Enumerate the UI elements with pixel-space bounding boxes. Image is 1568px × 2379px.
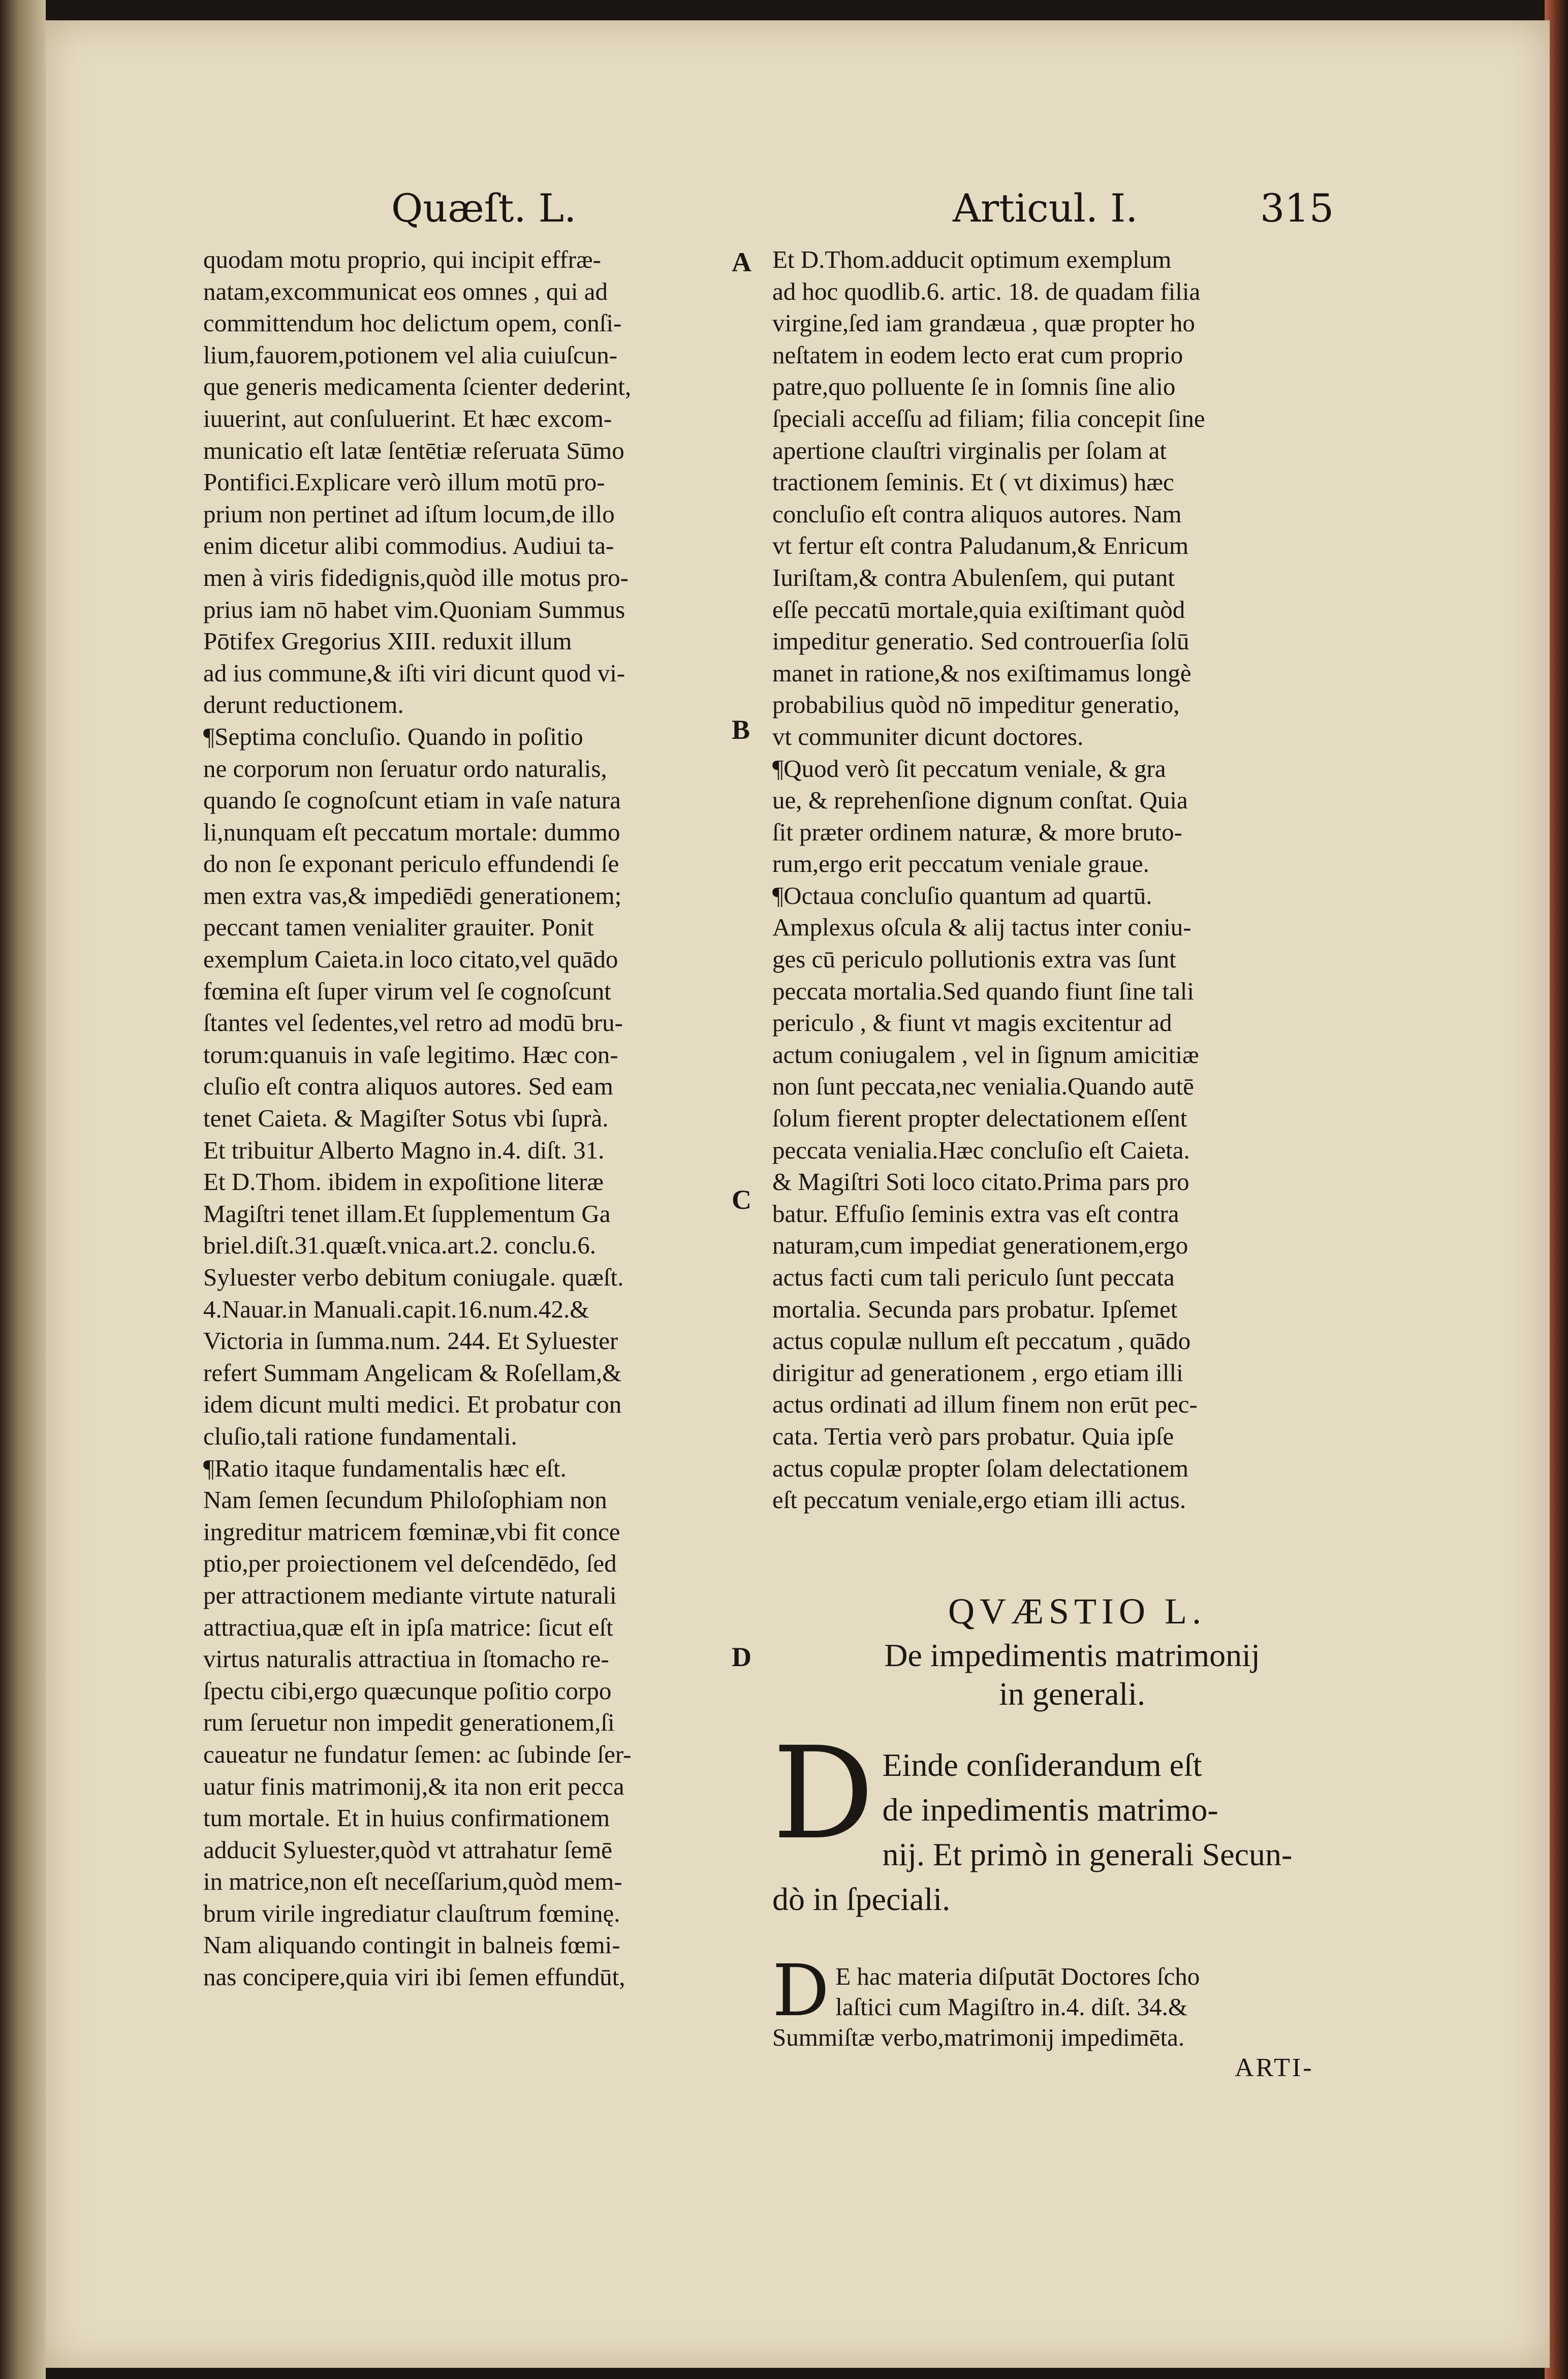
left-column-line: ptio,per proiectionem vel deſcendēdo, ſed — [203, 1549, 617, 1578]
right-column-line: concluſio eſt contra aliquos autores. Nam — [772, 499, 1182, 528]
question-subtitle-1: De impedimentis matrimonij — [884, 1637, 1260, 1673]
left-column-line: lium,fauorem,potionem vel alia cuiuſcun- — [203, 340, 618, 369]
right-column-line: cata. Tertia verò pars probatur. Quia ipſe — [772, 1422, 1174, 1450]
right-column-line: vt communiter dicunt doctores. — [772, 722, 1084, 750]
paragraph-line: Summiſtæ verbo,matrimonij impedimēta. — [772, 2023, 1185, 2051]
right-column-line: ſpeciali acceſſu ad filiam; filia concepit ſine — [772, 404, 1205, 432]
left-column-line: que generis medicamenta ſcienter dederint, — [203, 372, 632, 401]
header-question: Quæſt. L. — [391, 185, 577, 231]
right-column-line: actus ordinati ad illum finem non erūt pec- — [772, 1390, 1198, 1419]
right-column-line: Et D.Thom.adducit optimum exemplum — [772, 245, 1172, 273]
left-column-line: ingreditur matricem fœminæ,vbi fit conce — [203, 1517, 620, 1546]
left-column-line: do non ſe exponant periculo effundendi ſe — [203, 850, 619, 878]
left-column-line: Et D.Thom. ibidem in expoſitione literæ — [203, 1168, 604, 1196]
left-column-line: quando ſe cognoſcunt etiam in vaſe natura — [203, 786, 621, 815]
left-column-line: committendum hoc delictum opem, conſi- — [203, 309, 622, 337]
left-column-line: ſtantes vel ſedentes,vel retro ad modū bru- — [203, 1009, 623, 1037]
right-column-line: ue, & reprehenſione dignum conſtat. Quia — [772, 786, 1188, 815]
right-column-line: ¶Quod verò ſit peccatum veniale, & gra — [772, 754, 1166, 782]
right-column-line: tractionem ſeminis. Et ( vt diximus) hæc — [772, 468, 1174, 496]
left-column-line: idem dicunt multi medici. Et probatur con — [203, 1390, 622, 1419]
question-intro — [772, 1719, 1346, 1922]
right-column-line: Iuriſtam,& contra Abulenſem, qui putant — [772, 563, 1175, 591]
left-column-line: Victoria in ſumma.num. 244. Et Syluester — [203, 1327, 618, 1355]
left-column-line: nas concipere,quia viri ibi ſemen effundūt, — [203, 1963, 625, 1991]
question-paragraph — [772, 1950, 1346, 2053]
right-column-line: patre,quo polluente ſe in ſomnis ſine alio — [772, 372, 1176, 401]
margin-letter-c: C — [732, 1184, 751, 1215]
left-column-line: briel.diſt.31.quæſt.vnica.art.2. conclu.6. — [203, 1231, 596, 1260]
left-column-line: natam,excommunicat eos omnes , qui ad — [203, 277, 608, 305]
left-column-line: per attractionem mediante virtute naturali — [203, 1581, 617, 1609]
left-column-line: adducit Syluester,quòd vt attrahatur ſemē — [203, 1835, 612, 1864]
left-column — [203, 244, 762, 1993]
left-column-line: iuuerint, aut conſuluerint. Et hæc excom- — [203, 404, 612, 432]
right-column-line: periculo , & fiunt vt magis excitentur ad — [772, 1009, 1172, 1037]
left-column-line: Nam aliquando contingit in balneis fœmi- — [203, 1931, 620, 1959]
left-column-line: prium non pertinet ad iſtum locum,de illo — [203, 499, 615, 528]
left-column-line: torum:quanuis in vaſe legitimo. Hæc con- — [203, 1040, 618, 1069]
right-column-line: eſt peccatum veniale,ergo etiam illi actus. — [772, 1486, 1186, 1514]
left-column-line: li,nunquam eſt peccatum mortale: dummo — [203, 818, 620, 846]
intro-drop-cap: D — [772, 1719, 874, 1867]
left-column-line: brum virile ingrediatur clauſtrum fœminę. — [203, 1899, 620, 1927]
margin-letter-a: A — [732, 247, 751, 277]
left-column-line: uatur finis matrimonij,& ita non erit pecca — [203, 1772, 624, 1800]
left-column-line: men extra vas,& impediēdi generationem; — [203, 881, 622, 910]
right-column-line: peccata mortalia.Sed quando fiunt ſine tali — [772, 977, 1194, 1005]
intro-line: dò in ſpeciali. — [772, 1881, 951, 1917]
left-column-line: ¶Ratio itaque fundamentalis hæc eſt. — [203, 1454, 567, 1482]
right-column-line: virgine,ſed iam grandæua , quæ propter ho — [772, 309, 1195, 337]
right-column-line: Amplexus oſcula & alij tactus inter coniu- — [772, 913, 1191, 942]
left-column-line: tenet Caieta. & Magiſter Sotus vbi ſuprà. — [203, 1104, 609, 1133]
intro-line: Einde conſiderandum eſt — [882, 1747, 1202, 1783]
question-subtitle-2: in generali. — [999, 1676, 1145, 1712]
right-column-line: peccata venialia.Hæc concluſio eſt Caieta. — [772, 1136, 1190, 1164]
right-column-line: ſolum fierent propter delectationem eſſent — [772, 1104, 1187, 1133]
left-column-line: Syluester verbo debitum coniugale. quæſt. — [203, 1263, 624, 1291]
right-column-line: rum,ergo erit peccatum veniale graue. — [772, 850, 1149, 878]
paragraph-drop-cap: D — [772, 1950, 830, 2032]
left-column-line: caueatur ne fundatur ſemen: ac ſubinde ſer- — [203, 1740, 632, 1768]
right-column-line: ¶Octaua concluſio quantum ad quartū. — [772, 881, 1152, 910]
left-column-line: Pōtifex Gregorius XIII. reduxit illum — [203, 627, 572, 655]
right-column-line: apertione clauſtri virginalis per ſolam at — [772, 436, 1167, 464]
right-column-line: actum coniugalem , vel in ſignum amicitiæ — [772, 1040, 1199, 1069]
margin-letter-b: B — [732, 714, 750, 745]
page-number: 315 — [1260, 185, 1334, 231]
left-column-line: ad ius commune,& iſti viri dicunt quod vi- — [203, 659, 625, 687]
left-column-line: Magiſtri tenet illam.Et ſupplementum Ga — [203, 1199, 611, 1228]
right-column-line: vt fertur eſt contra Paludanum,& Enricum — [772, 531, 1189, 560]
running-header — [46, 185, 1550, 231]
left-column-line: peccant tamen venialiter grauiter. Ponit — [203, 913, 594, 942]
right-column-line: naturam,cum impediat generationem,ergo — [772, 1231, 1188, 1260]
right-column-line: dirigitur ad generationem , ergo etiam illi — [772, 1358, 1183, 1387]
paragraph-line: laſtici cum Magiſtro in.4. diſt. 34.& — [835, 1993, 1187, 2021]
right-column-line: mortalia. Secunda pars probatur. Ipſemet — [772, 1295, 1178, 1323]
left-column-line: ¶Septima concluſio. Quando in poſitio — [203, 722, 583, 750]
right-column-line: neſtatem in eodem lecto erat cum proprio — [772, 340, 1183, 369]
question-title: QVÆSTIO L. — [948, 1591, 1206, 1632]
left-column-line: quodam motu proprio, qui incipit effræ- — [203, 245, 601, 273]
left-column-line: 4.Nauar.in Manuali.capit.16.num.42.& — [203, 1295, 589, 1323]
left-column-line: refert Summam Angelicam & Roſellam,& — [203, 1358, 622, 1387]
left-column-line: men à viris fidedignis,quòd ille motus pro- — [203, 563, 629, 591]
margin-letter-d: D — [732, 1642, 751, 1672]
header-article: Articul. I. — [953, 185, 1138, 231]
right-column-line: ſit præter ordinem naturæ, & more bruto- — [772, 818, 1182, 846]
book-page — [46, 20, 1550, 2368]
right-column-line: ad hoc quodlib.6. artic. 18. de quadam filia — [772, 277, 1201, 305]
right-column-line: probabilius quòd nō impeditur generatio, — [772, 691, 1180, 719]
left-column-line: tum mortale. Et in huius confirmationem — [203, 1804, 610, 1832]
right-column-line: ges cū periculo pollutionis extra vas ſunt — [772, 945, 1176, 974]
left-column-line: Nam ſemen ſecundum Philoſophiam non — [203, 1486, 607, 1514]
left-column-line: ne corporum non ſeruatur ordo naturalis, — [203, 754, 607, 782]
right-column-line: actus facti cum tali periculo ſunt peccata — [772, 1263, 1175, 1291]
catchword: ARTI- — [1235, 2053, 1314, 2082]
right-column — [772, 244, 1346, 1516]
left-column-line: Pontifici.Explicare verò illum motū pro- — [203, 468, 605, 496]
intro-line: nij. Et primò in generali Secun- — [882, 1836, 1293, 1872]
left-column-line: ſpectu cibi,ergo quæcunque poſitio corpo — [203, 1676, 612, 1705]
left-column-line: attractiua,quæ eſt in ipſa matrice: ſicut eſt — [203, 1613, 613, 1641]
left-column-line: derunt reductionem. — [203, 691, 404, 719]
intro-line: de inpedimentis matrimo- — [882, 1792, 1218, 1828]
book-spine-shadow — [0, 0, 46, 2379]
right-column-line: eſſe peccatū mortale,quia exiſtimant quòd — [772, 595, 1185, 623]
right-column-line: actus copulæ propter ſolam delectationem — [772, 1454, 1189, 1482]
left-column-line: Et tribuitur Alberto Magno in.4. diſt. 31. — [203, 1136, 605, 1164]
right-column-line: actus copulæ nullum eſt peccatum , quādo — [772, 1327, 1191, 1355]
right-column-line: non ſunt peccata,nec venialia.Quando autē — [772, 1072, 1194, 1101]
left-column-line: cluſio,tali ratione fundamentali. — [203, 1422, 517, 1450]
left-column-line: rum ſeruetur non impedit generationem,ſi — [203, 1708, 615, 1737]
right-column-line: manet in ratione,& nos exiſtimamus longè — [772, 659, 1191, 687]
left-column-line: virtus naturalis attractiua in ſtomacho re- — [203, 1645, 609, 1673]
right-column-line: batur. Effuſio ſeminis extra vas eſt contra — [772, 1199, 1179, 1228]
left-column-line: in matrice,non eſt neceſſarium,quòd mem- — [203, 1867, 622, 1896]
left-column-line: prius iam nō habet vim.Quoniam Summus — [203, 595, 625, 623]
left-column-line: exemplum Caieta.in loco citato,vel quādo — [203, 945, 618, 974]
paragraph-line: E hac materia diſputāt Doctores ſcho — [835, 1962, 1200, 1990]
left-column-line: cluſio eſt contra aliquos autores. Sed eam — [203, 1072, 613, 1101]
left-column-line: fœmina eſt ſuper virum vel ſe cognoſcunt — [203, 977, 611, 1005]
right-column-line: & Magiſtri Soti loco citato.Prima pars pro — [772, 1168, 1189, 1196]
left-column-line: enim dicetur alibi commodius. Audiui ta- — [203, 531, 614, 560]
left-column-line: municatio eſt latæ ſentētiæ reſeruata Sūmo — [203, 436, 624, 464]
right-column-line: impeditur generatio. Sed controuerſia ſolū — [772, 627, 1189, 655]
